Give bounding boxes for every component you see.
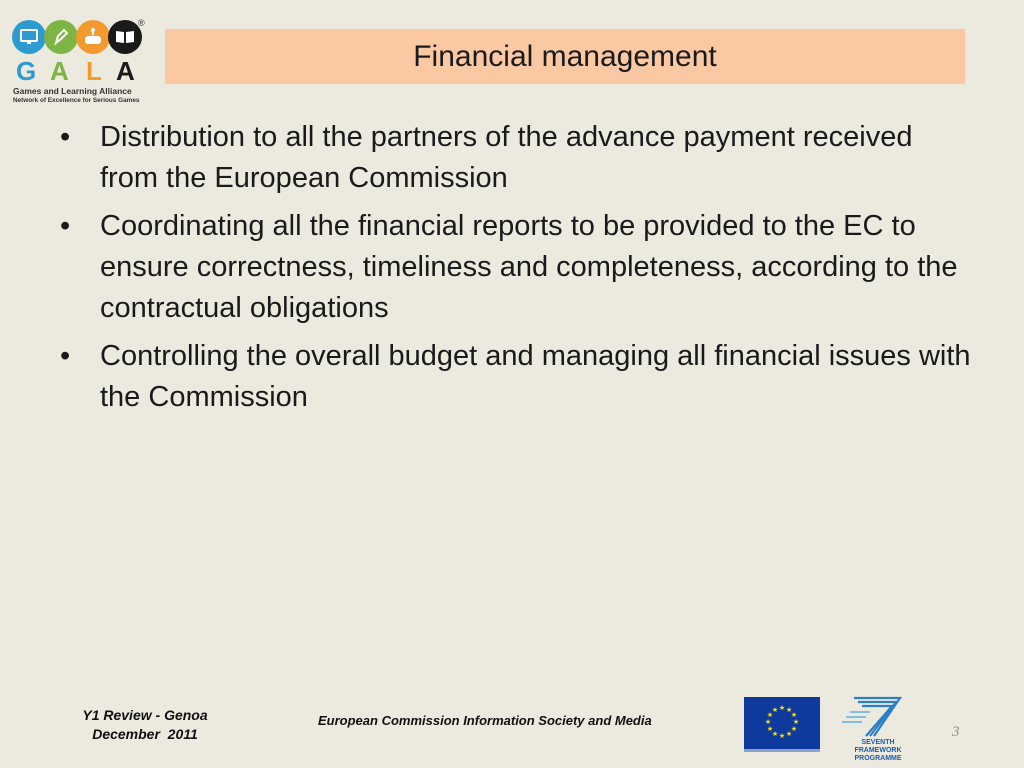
bullet-text: Coordinating all the financial reports to be provided to the EC to ensure correctness, timeliness and completeness, according to the contractual obligations (100, 210, 958, 324)
svg-text:★: ★ (764, 718, 772, 726)
page-number: 3 (952, 724, 960, 740)
footer-event-line2: December 2011 (92, 726, 198, 742)
bullet-text: Distribution to all the partners of the advance payment received from the European Commission (100, 121, 913, 194)
bullet-dot: • (60, 121, 71, 153)
bullet-item (58, 117, 978, 199)
svg-text:★: ★ (766, 725, 774, 733)
svg-text:★: ★ (785, 706, 793, 714)
svg-text:★: ★ (771, 730, 779, 738)
logo-letter-a: A (50, 56, 69, 86)
footer-event (60, 706, 230, 744)
logo-icons (12, 18, 144, 58)
screen-icon (12, 20, 46, 54)
pen-icon (44, 20, 78, 54)
footer-organization: European Commission Information Society and Media (318, 713, 652, 728)
fp7-seven-icon (840, 690, 916, 738)
svg-text:★: ★ (771, 706, 779, 714)
registered-mark: ® (138, 18, 145, 28)
logo-wordmark (14, 56, 146, 84)
svg-text:★: ★ (790, 711, 798, 719)
footer-event-line1: Y1 Review - Genoa (82, 707, 208, 723)
slide-title: Financial management (413, 39, 717, 73)
logo-subtagline: Network of Excellence for Serious Games (13, 97, 140, 104)
logo-letter-l: L (86, 56, 102, 86)
gala-logo (10, 18, 150, 104)
fp7-logo (840, 690, 916, 762)
svg-text:★: ★ (792, 718, 800, 726)
bullet-list (58, 117, 978, 425)
fp7-caption-line1: SEVENTH FRAMEWORK (854, 739, 902, 754)
eu-stars-icon (744, 697, 820, 749)
eu-flag-logo (744, 697, 820, 749)
logo-tagline: Games and Learning Alliance (13, 86, 132, 96)
title-bar (165, 29, 965, 84)
gamepad-icon (76, 20, 110, 54)
bullet-item (58, 206, 978, 329)
logo-letter-a2: A (116, 56, 135, 86)
bullet-dot: • (60, 340, 71, 372)
fp7-caption (840, 739, 916, 763)
svg-text:★: ★ (778, 704, 786, 712)
svg-text:★: ★ (766, 711, 774, 719)
bullet-text: Controlling the overall budget and managing all financial issues with the Commission (100, 340, 971, 413)
book-icon (108, 20, 142, 54)
svg-text:★: ★ (790, 725, 798, 733)
bullet-item (58, 336, 978, 418)
bullet-dot: • (60, 210, 71, 242)
svg-text:★: ★ (778, 732, 786, 740)
logo-letter-g: G (16, 56, 37, 86)
svg-text:★: ★ (785, 730, 793, 738)
fp7-caption-line2: PROGRAMME (854, 755, 902, 762)
eu-flag-caption (744, 749, 820, 752)
